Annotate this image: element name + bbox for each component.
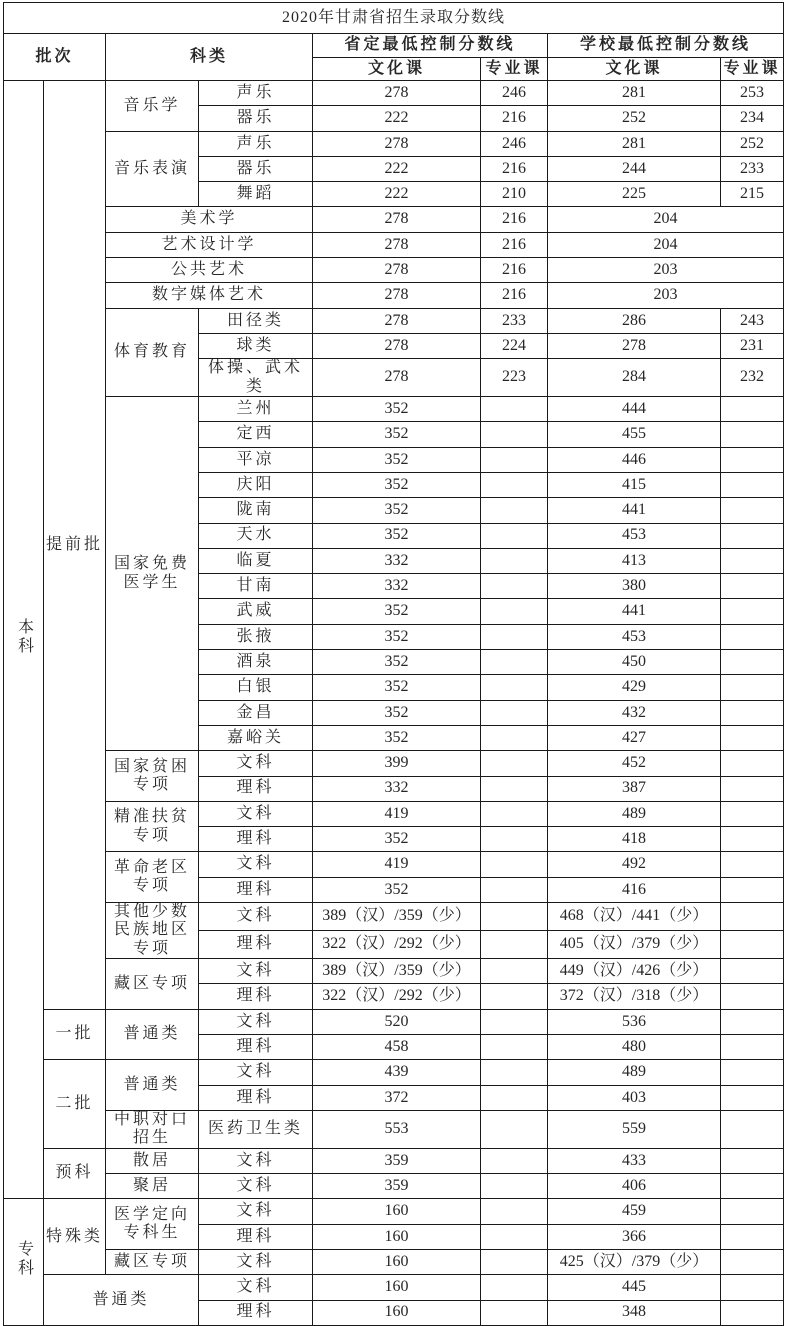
table-cell: 金昌 (199, 700, 313, 725)
table-cell: 160 (313, 1224, 481, 1249)
table-cell: 380 (548, 574, 721, 599)
table-cell: 453 (548, 523, 721, 548)
score-table-body (4, 81, 784, 1326)
table-cell: 其他少数民族地区专项 (106, 902, 199, 958)
table-cell: 536 (548, 1009, 721, 1034)
table-cell (721, 1224, 784, 1249)
table-row (4, 232, 784, 257)
table-cell: 张掖 (199, 624, 313, 649)
table-cell (721, 1035, 784, 1060)
table-cell: 体育教育 (106, 308, 199, 396)
table-cell (721, 959, 784, 984)
table-cell: 278 (313, 131, 481, 156)
table-cell: 427 (548, 725, 721, 750)
table-cell (721, 650, 784, 675)
table-cell: 160 (313, 1249, 481, 1274)
table-cell (481, 827, 548, 852)
table-cell: 359 (313, 1148, 481, 1173)
table-cell (721, 447, 784, 472)
table-cell: 酒泉 (199, 650, 313, 675)
table-cell: 444 (548, 397, 721, 422)
table-cell: 理科 (199, 1224, 313, 1249)
table-cell: 322（汉）/292（少） (313, 931, 481, 959)
table-cell (721, 1060, 784, 1085)
table-cell: 458 (313, 1035, 481, 1060)
table-cell: 医学定向专科生 (106, 1199, 199, 1250)
table-cell: 389（汉）/359（少） (313, 902, 481, 930)
table-cell: 普通类 (106, 1060, 199, 1111)
table-cell: 藏区专项 (106, 959, 199, 1010)
table-cell (721, 422, 784, 447)
table-cell: 445 (548, 1275, 721, 1300)
table-cell: 一批 (44, 1009, 106, 1060)
table-cell (721, 599, 784, 624)
table-cell: 352 (313, 827, 481, 852)
table-cell (481, 776, 548, 801)
table-cell: 203 (548, 258, 784, 283)
table-cell: 453 (548, 624, 721, 649)
table-cell (481, 931, 548, 959)
table-cell (481, 1300, 548, 1325)
table-cell: 球类 (199, 333, 313, 358)
table-cell: 284 (548, 359, 721, 397)
table-cell: 459 (548, 1199, 721, 1224)
table-cell: 246 (481, 131, 548, 156)
table-cell: 216 (481, 106, 548, 131)
table-cell: 204 (548, 232, 784, 257)
table-cell: 210 (481, 182, 548, 207)
table-row (4, 131, 784, 156)
table-cell: 480 (548, 1035, 721, 1060)
table-cell: 243 (721, 308, 784, 333)
table-cell: 418 (548, 827, 721, 852)
table-cell (481, 548, 548, 573)
table-cell: 224 (481, 333, 548, 358)
table-cell: 231 (721, 333, 784, 358)
table-cell: 446 (548, 447, 721, 472)
table-cell (481, 1199, 548, 1224)
table-cell: 322（汉）/292（少） (313, 984, 481, 1009)
table-cell: 文科 (199, 1009, 313, 1034)
table-cell: 278 (313, 232, 481, 257)
table-cell: 449（汉）/426（少） (548, 959, 721, 984)
table-cell: 492 (548, 852, 721, 877)
table-cell: 声乐 (199, 81, 313, 106)
page-title: 2020年甘肃省招生录取分数线 (4, 3, 784, 34)
table-cell: 332 (313, 776, 481, 801)
table-cell: 366 (548, 1224, 721, 1249)
table-cell: 441 (548, 599, 721, 624)
table-cell (721, 624, 784, 649)
header-school-culture-course: 文化课 (548, 58, 721, 81)
table-cell: 理科 (199, 984, 313, 1009)
table-cell (481, 472, 548, 497)
header-batch: 批次 (4, 34, 106, 81)
table-cell: 兰州 (199, 397, 313, 422)
table-cell (481, 877, 548, 902)
table-cell: 222 (313, 156, 481, 181)
table-cell: 352 (313, 599, 481, 624)
table-cell: 352 (313, 650, 481, 675)
table-cell: 419 (313, 852, 481, 877)
table-cell: 天水 (199, 523, 313, 548)
table-cell: 提前批 (44, 81, 106, 1010)
table-cell (721, 984, 784, 1009)
table-cell (721, 1199, 784, 1224)
table-cell (721, 1275, 784, 1300)
table-cell: 武威 (199, 599, 313, 624)
table-cell: 器乐 (199, 156, 313, 181)
table-cell (721, 1249, 784, 1274)
table-cell (721, 827, 784, 852)
table-cell: 革命老区专项 (106, 852, 199, 903)
table-cell: 医药卫生类 (199, 1110, 313, 1148)
table-row (4, 308, 784, 333)
table-cell: 352 (313, 472, 481, 497)
table-cell: 陇南 (199, 498, 313, 523)
table-cell (481, 675, 548, 700)
table-cell: 246 (481, 81, 548, 106)
table-cell: 文科 (199, 1148, 313, 1173)
table-cell: 定西 (199, 422, 313, 447)
table-cell (481, 447, 548, 472)
header-row-groups (4, 34, 784, 58)
table-cell: 器乐 (199, 106, 313, 131)
table-cell (721, 574, 784, 599)
table-cell (4, 81, 44, 1199)
table-cell: 文科 (199, 1199, 313, 1224)
table-cell (721, 852, 784, 877)
table-cell: 文科 (199, 751, 313, 776)
table-cell: 甘南 (199, 574, 313, 599)
table-row (4, 283, 784, 308)
table-cell: 278 (548, 333, 721, 358)
table-cell: 332 (313, 574, 481, 599)
table-cell: 352 (313, 397, 481, 422)
table-cell: 体操、武术类 (199, 359, 313, 397)
table-cell (721, 675, 784, 700)
table-cell (721, 523, 784, 548)
table-cell: 389（汉）/359（少） (313, 959, 481, 984)
table-cell: 音乐学 (106, 81, 199, 132)
table-row (4, 1275, 784, 1300)
table-cell (721, 1148, 784, 1173)
table-cell: 352 (313, 725, 481, 750)
table-row (4, 852, 784, 877)
table-cell: 348 (548, 1300, 721, 1325)
table-cell: 文科 (199, 1249, 313, 1274)
table-cell: 244 (548, 156, 721, 181)
table-cell: 450 (548, 650, 721, 675)
table-cell: 文科 (199, 801, 313, 826)
table-cell: 二批 (44, 1060, 106, 1148)
table-cell: 352 (313, 877, 481, 902)
table-cell: 特殊类 (44, 1199, 106, 1275)
table-cell: 452 (548, 751, 721, 776)
vertical-text: 本科 (15, 617, 33, 656)
table-cell (481, 700, 548, 725)
table-cell: 文科 (199, 1060, 313, 1085)
table-cell: 253 (721, 81, 784, 106)
table-cell (481, 1224, 548, 1249)
table-cell: 520 (313, 1009, 481, 1034)
header-category: 科类 (106, 34, 313, 81)
table-cell: 理科 (199, 877, 313, 902)
table-cell (721, 1174, 784, 1199)
table-cell: 222 (313, 106, 481, 131)
table-cell: 352 (313, 447, 481, 472)
table-cell: 160 (313, 1300, 481, 1325)
table-cell: 160 (313, 1199, 481, 1224)
table-cell (721, 472, 784, 497)
table-cell: 352 (313, 675, 481, 700)
title-row (4, 3, 784, 34)
table-cell: 252 (721, 131, 784, 156)
table-cell: 普通类 (106, 1009, 199, 1060)
table-cell (481, 751, 548, 776)
table-cell: 352 (313, 498, 481, 523)
table-cell (721, 801, 784, 826)
table-cell: 372 (313, 1085, 481, 1110)
table-cell: 216 (481, 258, 548, 283)
table-cell (721, 498, 784, 523)
table-cell (721, 700, 784, 725)
table-cell (481, 1009, 548, 1034)
table-cell (721, 931, 784, 959)
table-cell: 278 (313, 359, 481, 397)
table-row (4, 397, 784, 422)
table-row (4, 801, 784, 826)
table-cell (481, 574, 548, 599)
table-cell: 489 (548, 1060, 721, 1085)
table-cell: 441 (548, 498, 721, 523)
table-row (4, 81, 784, 106)
table-cell: 352 (313, 700, 481, 725)
table-cell: 216 (481, 207, 548, 232)
table-cell: 公共艺术 (106, 258, 313, 283)
table-cell (721, 1110, 784, 1148)
table-cell: 359 (313, 1174, 481, 1199)
table-cell: 559 (548, 1110, 721, 1148)
table-cell: 216 (481, 283, 548, 308)
table-cell (481, 801, 548, 826)
table-row (4, 1199, 784, 1224)
table-cell: 文科 (199, 959, 313, 984)
table-cell: 387 (548, 776, 721, 801)
table-cell: 美术学 (106, 207, 313, 232)
table-cell: 204 (548, 207, 784, 232)
table-cell (481, 498, 548, 523)
table-cell: 403 (548, 1085, 721, 1110)
table-cell: 文科 (199, 902, 313, 930)
table-row (4, 1148, 784, 1173)
table-cell: 286 (548, 308, 721, 333)
table-cell: 439 (313, 1060, 481, 1085)
table-cell (481, 959, 548, 984)
table-cell (481, 902, 548, 930)
table-cell: 278 (313, 258, 481, 283)
table-cell (481, 650, 548, 675)
table-cell: 嘉峪关 (199, 725, 313, 750)
table-cell: 278 (313, 308, 481, 333)
table-cell: 国家贫困专项 (106, 751, 199, 802)
table-cell: 419 (313, 801, 481, 826)
table-cell (721, 902, 784, 930)
table-cell: 352 (313, 523, 481, 548)
table-cell: 405（汉）/379（少） (548, 931, 721, 959)
table-cell: 理科 (199, 1035, 313, 1060)
table-cell: 222 (313, 182, 481, 207)
table-cell: 432 (548, 700, 721, 725)
table-row (4, 1249, 784, 1274)
table-cell: 406 (548, 1174, 721, 1199)
table-cell (721, 751, 784, 776)
table-cell (721, 1009, 784, 1034)
table-cell: 234 (721, 106, 784, 131)
table-cell: 舞蹈 (199, 182, 313, 207)
table-cell: 278 (313, 207, 481, 232)
table-row (4, 1060, 784, 1085)
table-row (4, 959, 784, 984)
table-cell: 553 (313, 1110, 481, 1148)
table-cell (481, 599, 548, 624)
table-cell (481, 1174, 548, 1199)
table-row (4, 751, 784, 776)
table-cell (721, 397, 784, 422)
table-cell: 352 (313, 422, 481, 447)
table-cell: 203 (548, 283, 784, 308)
table-cell: 233 (481, 308, 548, 333)
table-cell (481, 852, 548, 877)
table-cell (721, 877, 784, 902)
table-cell (721, 776, 784, 801)
table-row (4, 902, 784, 930)
header-province-culture-course: 文化课 (313, 58, 481, 81)
page (0, 2, 786, 1321)
table-cell: 281 (548, 81, 721, 106)
table-cell: 散居 (106, 1148, 199, 1173)
table-cell: 160 (313, 1275, 481, 1300)
table-cell (721, 725, 784, 750)
table-cell (481, 1249, 548, 1274)
score-table (3, 2, 784, 1326)
table-cell: 文科 (199, 1275, 313, 1300)
header-school-major-course: 专业课 (721, 58, 784, 81)
vertical-text: 专科 (15, 1240, 33, 1279)
table-cell: 预科 (44, 1148, 106, 1199)
header-school-minimum-line: 学校最低控制分数线 (548, 34, 784, 58)
table-cell: 413 (548, 548, 721, 573)
table-cell (481, 1275, 548, 1300)
table-cell: 数字媒体艺术 (106, 283, 313, 308)
table-cell (4, 1199, 44, 1325)
table-cell (481, 1110, 548, 1148)
table-cell: 庆阳 (199, 472, 313, 497)
table-cell (481, 1148, 548, 1173)
table-cell (481, 624, 548, 649)
table-cell: 278 (313, 81, 481, 106)
header-province-major-course: 专业课 (481, 58, 548, 81)
table-cell (721, 1300, 784, 1325)
table-cell: 332 (313, 548, 481, 573)
table-cell: 中职对口招生 (106, 1110, 199, 1148)
table-cell: 399 (313, 751, 481, 776)
table-cell: 国家免费医学生 (106, 397, 199, 751)
table-row (4, 258, 784, 283)
table-cell (481, 397, 548, 422)
header-province-minimum-line: 省定最低控制分数线 (313, 34, 548, 58)
table-cell: 215 (721, 182, 784, 207)
table-cell: 普通类 (44, 1275, 199, 1326)
table-cell: 精准扶贫专项 (106, 801, 199, 852)
table-row (4, 1009, 784, 1034)
table-cell: 232 (721, 359, 784, 397)
table-cell (481, 725, 548, 750)
table-cell: 281 (548, 131, 721, 156)
table-row (4, 207, 784, 232)
table-cell: 278 (313, 283, 481, 308)
table-cell (481, 523, 548, 548)
table-cell: 416 (548, 877, 721, 902)
table-cell: 理科 (199, 1300, 313, 1325)
table-cell (481, 422, 548, 447)
table-cell: 声乐 (199, 131, 313, 156)
table-cell (721, 548, 784, 573)
table-cell (481, 984, 548, 1009)
table-cell: 理科 (199, 931, 313, 959)
table-cell (481, 1085, 548, 1110)
table-cell: 225 (548, 182, 721, 207)
table-cell: 藏区专项 (106, 1249, 199, 1274)
table-cell: 理科 (199, 827, 313, 852)
table-cell: 372（汉）/318（少） (548, 984, 721, 1009)
table-cell: 文科 (199, 1174, 313, 1199)
table-cell: 平凉 (199, 447, 313, 472)
table-row (4, 1110, 784, 1148)
table-cell: 489 (548, 801, 721, 826)
table-cell: 理科 (199, 1085, 313, 1110)
table-cell: 429 (548, 675, 721, 700)
table-cell: 233 (721, 156, 784, 181)
table-cell: 352 (313, 624, 481, 649)
table-row (4, 1174, 784, 1199)
table-cell: 艺术设计学 (106, 232, 313, 257)
table-cell: 音乐表演 (106, 131, 199, 207)
table-cell (481, 1035, 548, 1060)
table-cell (721, 1085, 784, 1110)
table-cell: 433 (548, 1148, 721, 1173)
table-cell: 临夏 (199, 548, 313, 573)
table-cell: 216 (481, 156, 548, 181)
table-cell: 聚居 (106, 1174, 199, 1199)
table-cell: 278 (313, 333, 481, 358)
table-cell: 文科 (199, 852, 313, 877)
table-cell: 田径类 (199, 308, 313, 333)
table-cell: 理科 (199, 776, 313, 801)
table-cell: 415 (548, 472, 721, 497)
table-cell: 468（汉）/441（少） (548, 902, 721, 930)
table-cell: 425（汉）/379（少） (548, 1249, 721, 1274)
table-cell: 223 (481, 359, 548, 397)
table-cell: 252 (548, 106, 721, 131)
table-cell: 白银 (199, 675, 313, 700)
table-cell: 455 (548, 422, 721, 447)
table-cell: 216 (481, 232, 548, 257)
table-cell (481, 1060, 548, 1085)
